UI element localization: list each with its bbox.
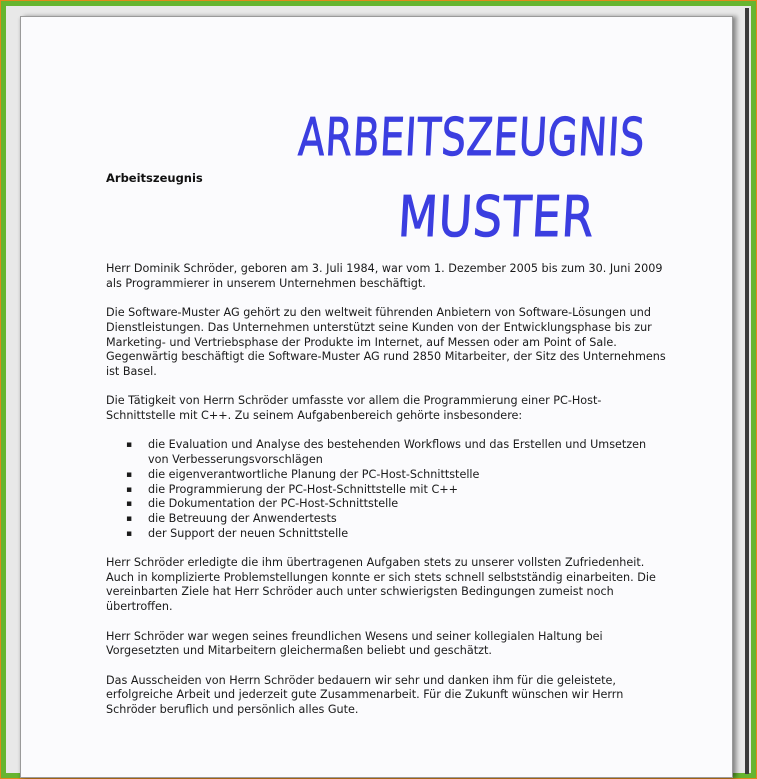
- paragraph-performance: Herr Schröder erledigte die ihm übertragenen Aufgaben stets zu unserer vollsten Zufriedenheit. Auch in komplizierte Problemstellungen konnte er sich stets schnell selbstständig einarbeiten. Die vereinbarten Ziele hat Herr Schröder auch unter schwierigsten Bedingungen zumeist noch übertroffen.: [106, 556, 656, 614]
- paragraph-conduct: Herr Schröder war wegen seines freundlichen Wesens und seiner kollegialen Haltung bei Vorgesetzten und Mitarbeitern gleichermaßen beliebt und geschätzt.: [106, 629, 603, 658]
- list-item: ▪ die Dokumentation der PC-Host-Schnittstelle: [148, 497, 666, 512]
- document-title: Arbeitszeugnis: [106, 171, 203, 185]
- banner-line-1: ARBEITSZEUGNIS: [296, 108, 647, 168]
- list-item: ▪ die eigenverantwortliche Planung der PC-Host-Schnittstelle: [148, 468, 666, 483]
- banner-line-2: MUSTER: [396, 185, 597, 250]
- paragraph-employment: Herr Dominik Schröder, geboren am 3. Juli 1984, war vom 1. Dezember 2005 bis zum 30. Juni 2009 als Programmierer in unserem Unternehmen beschäftigt.: [106, 262, 663, 290]
- document-body: [106, 262, 666, 732]
- page-edge-shadow: [745, 8, 749, 774]
- duties-list: [106, 438, 666, 541]
- list-item: ▪ die Betreuung der Anwendertests: [148, 512, 666, 527]
- paragraph-duties-intro: Die Tätigkeit von Herrn Schröder umfasste vor allem die Programmierung einer PC-Host-Schnittstelle mit C++. Zu seinem Aufgabenbereich gehörte insbesondere:: [106, 394, 602, 422]
- paragraph-closing: Das Ausscheiden von Herrn Schröder bedauern wir sehr und danken ihm für die geleistete, erfolgreiche Arbeit und jederzeit gute Zusammenarbeit. Für die Zukunft wünschen wir Herrn Schröder beruflich und persönlich alles Gute.: [106, 673, 624, 716]
- list-item: ▪ die Evaluation und Analyse des bestehenden Workflows und das Erstellen und Umsetzen von Verbesserungsvorschlägen: [148, 438, 666, 467]
- paragraph-company: Die Software-Muster AG gehört zu den weltweit führenden Anbietern von Software-Lösungen und Dienstleistungen. Das Unternehmen unterstützt seine Kunden von der Entwicklungsphase bis zur Marketing- und Vertriebsphase der Produkte im Internet, auf Messen oder am Point of Sale. Gegenwärtig beschäftigt die Software-Muster AG rund 2850 Mitarbeiter, der Sitz des Unternehmens ist Basel.: [106, 306, 666, 378]
- list-item: ▪ der Support der neuen Schnittstelle: [148, 527, 666, 542]
- list-item: ▪ die Programmierung der PC-Host-Schnittstelle mit C++: [148, 483, 666, 498]
